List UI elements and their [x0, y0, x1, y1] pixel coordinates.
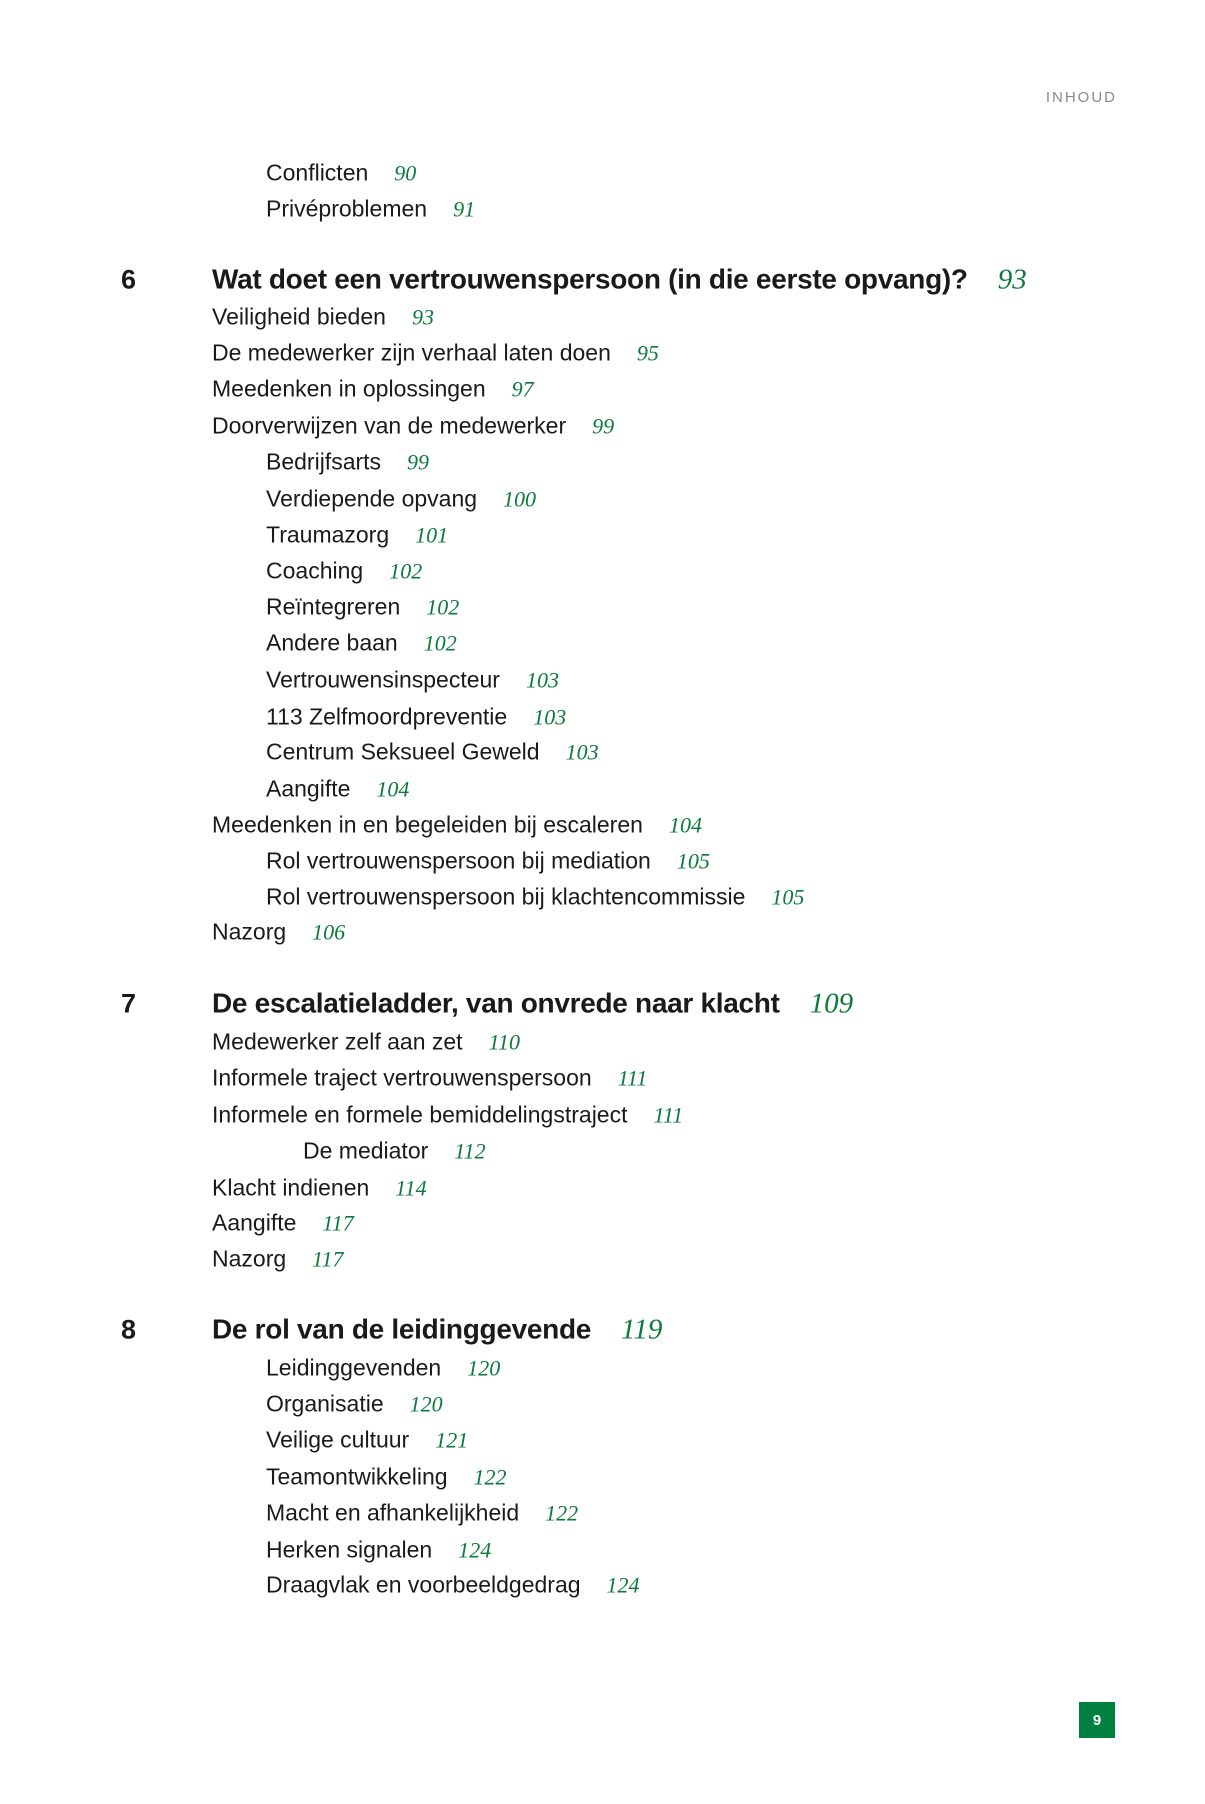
toc-page-number: 103	[533, 704, 567, 730]
toc-entry[interactable]	[266, 1464, 507, 1491]
toc-page-number: 122	[473, 1464, 507, 1490]
toc-page-number: 103	[525, 667, 559, 693]
chapter-number: 6	[121, 264, 137, 295]
toc-page-number: 95	[636, 340, 659, 366]
toc-entry-title: Meedenken in oplossingen	[212, 375, 486, 402]
toc-entry[interactable]	[266, 848, 710, 875]
toc-entry[interactable]	[303, 1138, 486, 1165]
toc-entry[interactable]	[212, 376, 534, 403]
chapter-number: 7	[121, 988, 137, 1019]
toc-page-number: 120	[409, 1391, 443, 1417]
toc-entry-title: Informele traject vertrouwenspersoon	[212, 1064, 592, 1091]
toc-entry[interactable]	[212, 304, 434, 331]
toc-page-number: 103	[565, 739, 599, 765]
toc-entry[interactable]	[212, 1210, 354, 1237]
toc-page-number: 90	[394, 160, 417, 186]
toc-entry-title: Nazorg	[212, 1245, 287, 1272]
toc-entry[interactable]	[266, 1537, 491, 1564]
toc-entry-title: Medewerker zelf aan zet	[212, 1028, 463, 1055]
toc-page-number: 102	[423, 630, 457, 656]
toc-entry-title: Centrum Seksueel Geweld	[266, 738, 540, 765]
toc-entry[interactable]	[212, 340, 659, 367]
page-number-badge: 9	[1079, 1702, 1115, 1738]
toc-page-number: 110	[488, 1029, 520, 1055]
toc-entry[interactable]	[266, 594, 459, 621]
toc-entry[interactable]	[266, 1355, 500, 1382]
toc-entry[interactable]	[266, 1500, 578, 1527]
toc-entry-title: Veilige cultuur	[266, 1426, 410, 1453]
toc-entry-title: Privéproblemen	[266, 195, 428, 222]
toc-entry-title: De mediator	[303, 1137, 429, 1164]
running-header: INHOUD	[1045, 89, 1117, 106]
toc-page-number: 93	[997, 263, 1027, 296]
toc-chapter[interactable]	[212, 988, 853, 1021]
toc-entry[interactable]	[266, 667, 559, 694]
toc-entry[interactable]	[212, 1029, 520, 1056]
toc-entry-title: Wat doet een vertrouwenspersoon (in die eerste opvang)?	[212, 263, 968, 295]
toc-entry[interactable]	[212, 1175, 427, 1202]
toc-entry-title: Teamontwikkeling	[266, 1463, 448, 1490]
toc-entry[interactable]	[266, 1427, 468, 1454]
toc-entry-title: Conflicten	[266, 159, 369, 186]
toc-entry[interactable]	[212, 413, 614, 440]
toc-page-number: 99	[407, 449, 430, 475]
toc-page-number: 91	[453, 196, 476, 222]
toc-entry[interactable]	[212, 919, 345, 946]
toc-page-number: 105	[771, 884, 805, 910]
toc-entry-title: Rol vertrouwenspersoon bij klachtencommissie	[266, 883, 746, 910]
toc-entry[interactable]	[266, 486, 536, 513]
toc-entry[interactable]	[266, 522, 448, 549]
toc-page-number: 106	[312, 919, 346, 945]
toc-entry-title: Nazorg	[212, 918, 287, 945]
toc-entry[interactable]	[266, 160, 416, 187]
toc-entry[interactable]	[212, 1246, 344, 1273]
toc-page-number: 111	[653, 1102, 684, 1128]
toc-entry[interactable]	[212, 1102, 683, 1129]
toc-entry-title: De rol van de leidinggevende	[212, 1313, 592, 1345]
toc-entry-title: Vertrouwensinspecteur	[266, 666, 500, 693]
toc-entry-title: Traumazorg	[266, 521, 390, 548]
toc-entry-title: De escalatieladder, van onvrede naar klacht	[212, 987, 780, 1019]
toc-entry-title: Doorverwijzen van de medewerker	[212, 412, 567, 439]
toc-page-number: 93	[411, 304, 434, 330]
toc-entry[interactable]	[212, 1065, 647, 1092]
toc-page-number: 104	[668, 812, 702, 838]
toc-entry[interactable]	[266, 196, 475, 223]
toc-entry[interactable]	[266, 776, 409, 803]
toc-entry[interactable]	[212, 812, 702, 839]
toc-entry-title: Klacht indienen	[212, 1174, 370, 1201]
toc-page-number: 102	[426, 594, 460, 620]
toc-page-number: 109	[809, 987, 854, 1020]
toc-page-number: 105	[676, 848, 710, 874]
toc-page-number: 117	[312, 1246, 344, 1272]
toc-entry-title: Herken signalen	[266, 1536, 433, 1563]
toc-entry[interactable]	[266, 704, 566, 731]
toc-page-number: 122	[545, 1500, 579, 1526]
toc-entry[interactable]	[266, 1572, 640, 1599]
toc-page-number: 101	[415, 522, 449, 548]
toc-page-number: 104	[376, 776, 410, 802]
toc-entry[interactable]	[266, 449, 429, 476]
toc-entry-title: Informele en formele bemiddelingstraject	[212, 1101, 628, 1128]
toc-entry-title: Rol vertrouwenspersoon bij mediation	[266, 847, 651, 874]
toc-chapter[interactable]	[212, 1314, 662, 1347]
toc-entry-title: De medewerker zijn verhaal laten doen	[212, 339, 611, 366]
toc-entry[interactable]	[266, 1391, 443, 1418]
toc-page-number: 114	[395, 1175, 427, 1201]
toc-entry-title: Reïntegreren	[266, 593, 401, 620]
toc-page-number: 111	[617, 1065, 648, 1091]
toc-page-number: 124	[606, 1572, 640, 1598]
toc-page-number: 97	[511, 376, 534, 402]
toc-entry-title: Bedrijfsarts	[266, 448, 382, 475]
toc-page-number: 99	[592, 413, 615, 439]
toc-entry[interactable]	[266, 884, 804, 911]
toc-entry-title: Organisatie	[266, 1390, 384, 1417]
toc-page-number: 119	[621, 1313, 663, 1346]
toc-entry-title: Andere baan	[266, 629, 398, 656]
toc-entry-title: Veiligheid bieden	[212, 303, 386, 330]
toc-entry-title: Aangifte	[266, 775, 351, 802]
toc-page-number: 121	[435, 1427, 469, 1453]
toc-entry-title: Leidinggevenden	[266, 1354, 442, 1381]
toc-page-number: 112	[454, 1138, 486, 1164]
toc-page-number: 117	[322, 1210, 354, 1236]
toc-entry[interactable]	[266, 739, 599, 766]
toc-entry-title: Meedenken in en begeleiden bij escaleren	[212, 811, 643, 838]
toc-page-number: 102	[389, 558, 423, 584]
toc-entry[interactable]	[266, 558, 422, 585]
toc-chapter[interactable]	[212, 264, 1027, 297]
toc-entry[interactable]	[266, 630, 457, 657]
toc-entry-title: 113 Zelfmoordpreventie	[266, 703, 508, 730]
toc-entry-title: Aangifte	[212, 1209, 297, 1236]
toc-entry-title: Coaching	[266, 557, 364, 584]
toc-entry-title: Macht en afhankelijkheid	[266, 1499, 520, 1526]
toc-entry-title: Draagvlak en voorbeeldgedrag	[266, 1571, 581, 1598]
toc-entry-title: Verdiepende opvang	[266, 485, 478, 512]
toc-page-number: 124	[458, 1537, 492, 1563]
toc-page-number: 120	[467, 1355, 501, 1381]
toc-page-number: 100	[503, 486, 537, 512]
chapter-number: 8	[121, 1314, 137, 1345]
